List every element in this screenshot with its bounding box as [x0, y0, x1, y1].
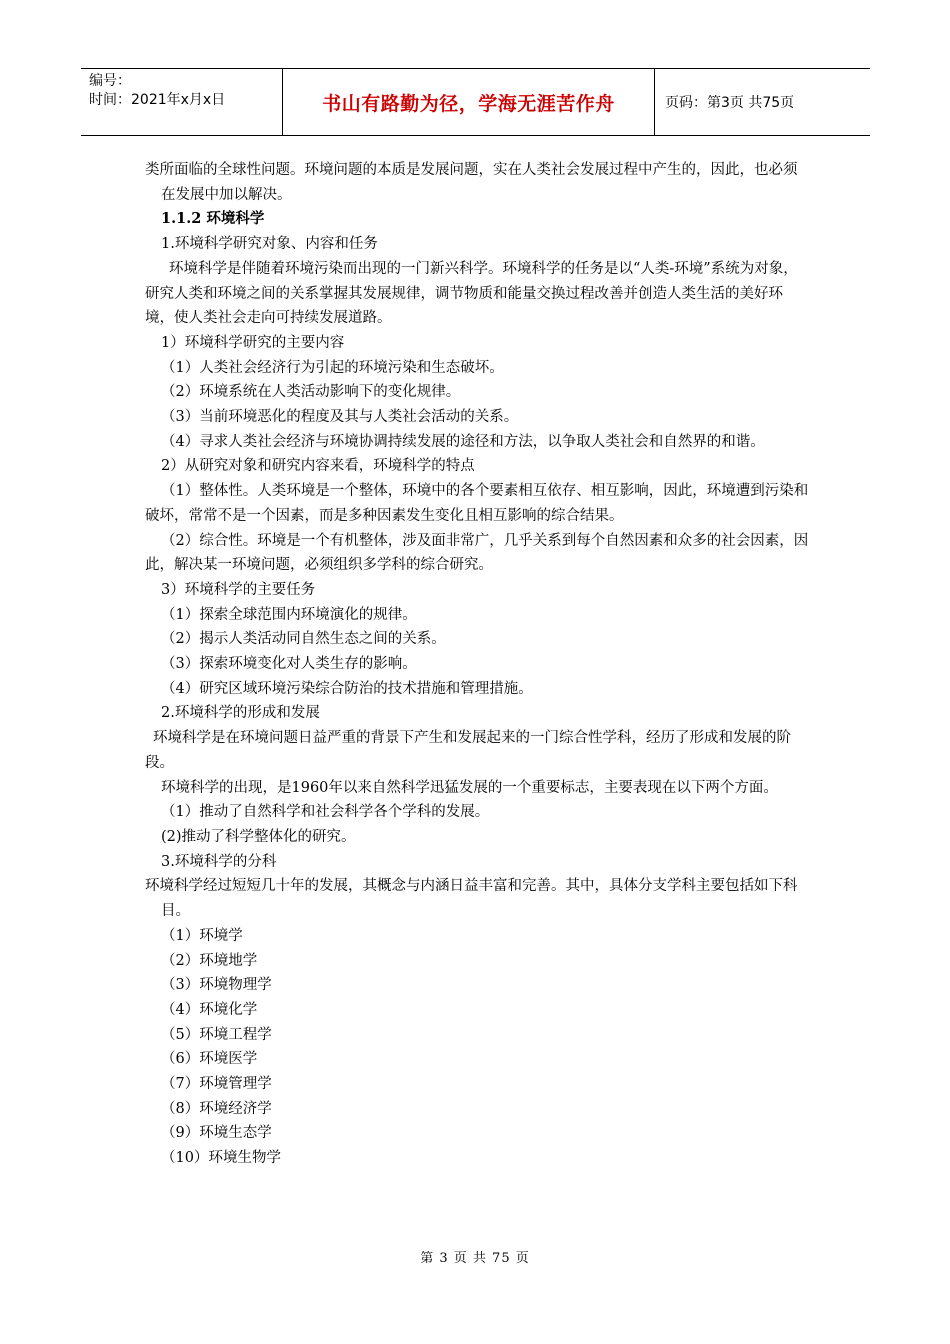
paragraph: 环境科学是在环境问题日益严重的背景下产生和发展起来的一门综合性学科，经历了形成和发展的阶段。: [145, 730, 791, 771]
paragraph: 环境科学经过短短几十年的发展，其概念与内涵日益丰富和完善。其中，具体分支学科主要包括如下科目。: [145, 878, 798, 920]
list-item: （2）综合性。环境是一个有机整体，涉及面非常广，几乎关系到每个自然因素和众多的社会因素，因此，解决某一环境问题，必须组织多学科的综合研究。: [145, 532, 809, 574]
document-body: [145, 158, 810, 1171]
subject-item: （9）环境生态学: [161, 1125, 272, 1142]
subsection-title: 3.环境科学的分科: [161, 853, 277, 870]
subject-item: （1）环境学: [161, 927, 243, 944]
list-heading: 1）环境科学研究的主要内容: [161, 334, 345, 351]
list-item: （3）探索环境变化对人类生存的影响。: [161, 656, 417, 673]
header-meta: [81, 69, 283, 135]
subsection-title: 1.环境科学研究对象、内容和任务: [161, 236, 378, 253]
list-item: （1）推动了自然科学和社会科学各个学科的发展。: [161, 804, 490, 821]
subject-item: （7）环境管理学: [161, 1076, 272, 1093]
subject-item: （8）环境经济学: [161, 1100, 272, 1117]
subject-item: （5）环境工程学: [161, 1026, 272, 1043]
paragraph: 环境科学是伴随着环境污染而出现的一门新兴科学。环境科学的任务是以“人类-环境”系统为对象，研究人类和环境之间的关系掌握其发展规律，调节物质和能量交换过程改善并创造人类生活的美好环境，使人类社会走向可持续发展道路。: [145, 260, 798, 327]
list-item: （1）人类社会经济行为引起的环境污染和生态破坏。: [161, 359, 504, 376]
subject-item: （2）环境地学: [161, 952, 258, 969]
subject-item: （3）环境物理学: [161, 977, 272, 994]
paragraph: 环境科学的出现，是1960年以来自然科学迅猛发展的一个重要标志，主要表现在以下两个方面。: [161, 779, 778, 796]
list-item: （1）探索全球范围内环境演化的规律。: [161, 606, 417, 623]
section-heading: 1.1.2 环境科学: [161, 210, 265, 228]
header-time-label: 时间：2021年x月x日: [89, 92, 226, 108]
list-item: （3）当前环境恶化的程度及其与人类社会活动的关系。: [161, 409, 519, 426]
page-footer: 第 3 页 共 75 页: [420, 1251, 530, 1266]
header-page-info: 页码：第3页 共75页: [665, 95, 795, 111]
header-motto: 书山有路勤为径，学海无涯苦作舟: [283, 69, 655, 135]
subject-item: （4）环境化学: [161, 1001, 258, 1018]
list-item: (2)推动了科学整体化的研究。: [161, 828, 356, 845]
subject-item: （10）环境生物学: [161, 1150, 281, 1167]
list-heading: 2）从研究对象和研究内容来看，环境科学的特点: [161, 458, 475, 475]
list-item: （4）研究区域环境污染综合防治的技术措施和管理措施。: [161, 680, 533, 697]
list-item: （1）整体性。人类环境是一个整体，环境中的各个要素相互依存、相互影响，因此，环境遭到污染和破坏，常常不是一个因素，而是多种因素发生变化且相互影响的综合结果。: [145, 483, 809, 524]
subject-item: （6）环境医学: [161, 1051, 258, 1068]
subsection-title: 2.环境科学的形成和发展: [161, 705, 320, 722]
list-item: （2）环境系统在人类活动影响下的变化规律。: [161, 384, 461, 401]
list-item: （4）寻求人类社会经济与环境协调持续发展的途径和方法，以争取人类社会和自然界的和谐。: [161, 433, 765, 450]
paragraph-continuation: 类所面临的全球性问题。环境问题的本质是发展问题，实在人类社会发展过程中产生的，因此，也必须在发展中加以解决。: [145, 162, 798, 203]
list-item: （2）揭示人类活动同自然生态之间的关系。: [161, 631, 446, 648]
page-header: [81, 68, 870, 136]
list-heading: 3）环境科学的主要任务: [161, 581, 316, 598]
header-number-label: 编号：: [89, 73, 131, 89]
